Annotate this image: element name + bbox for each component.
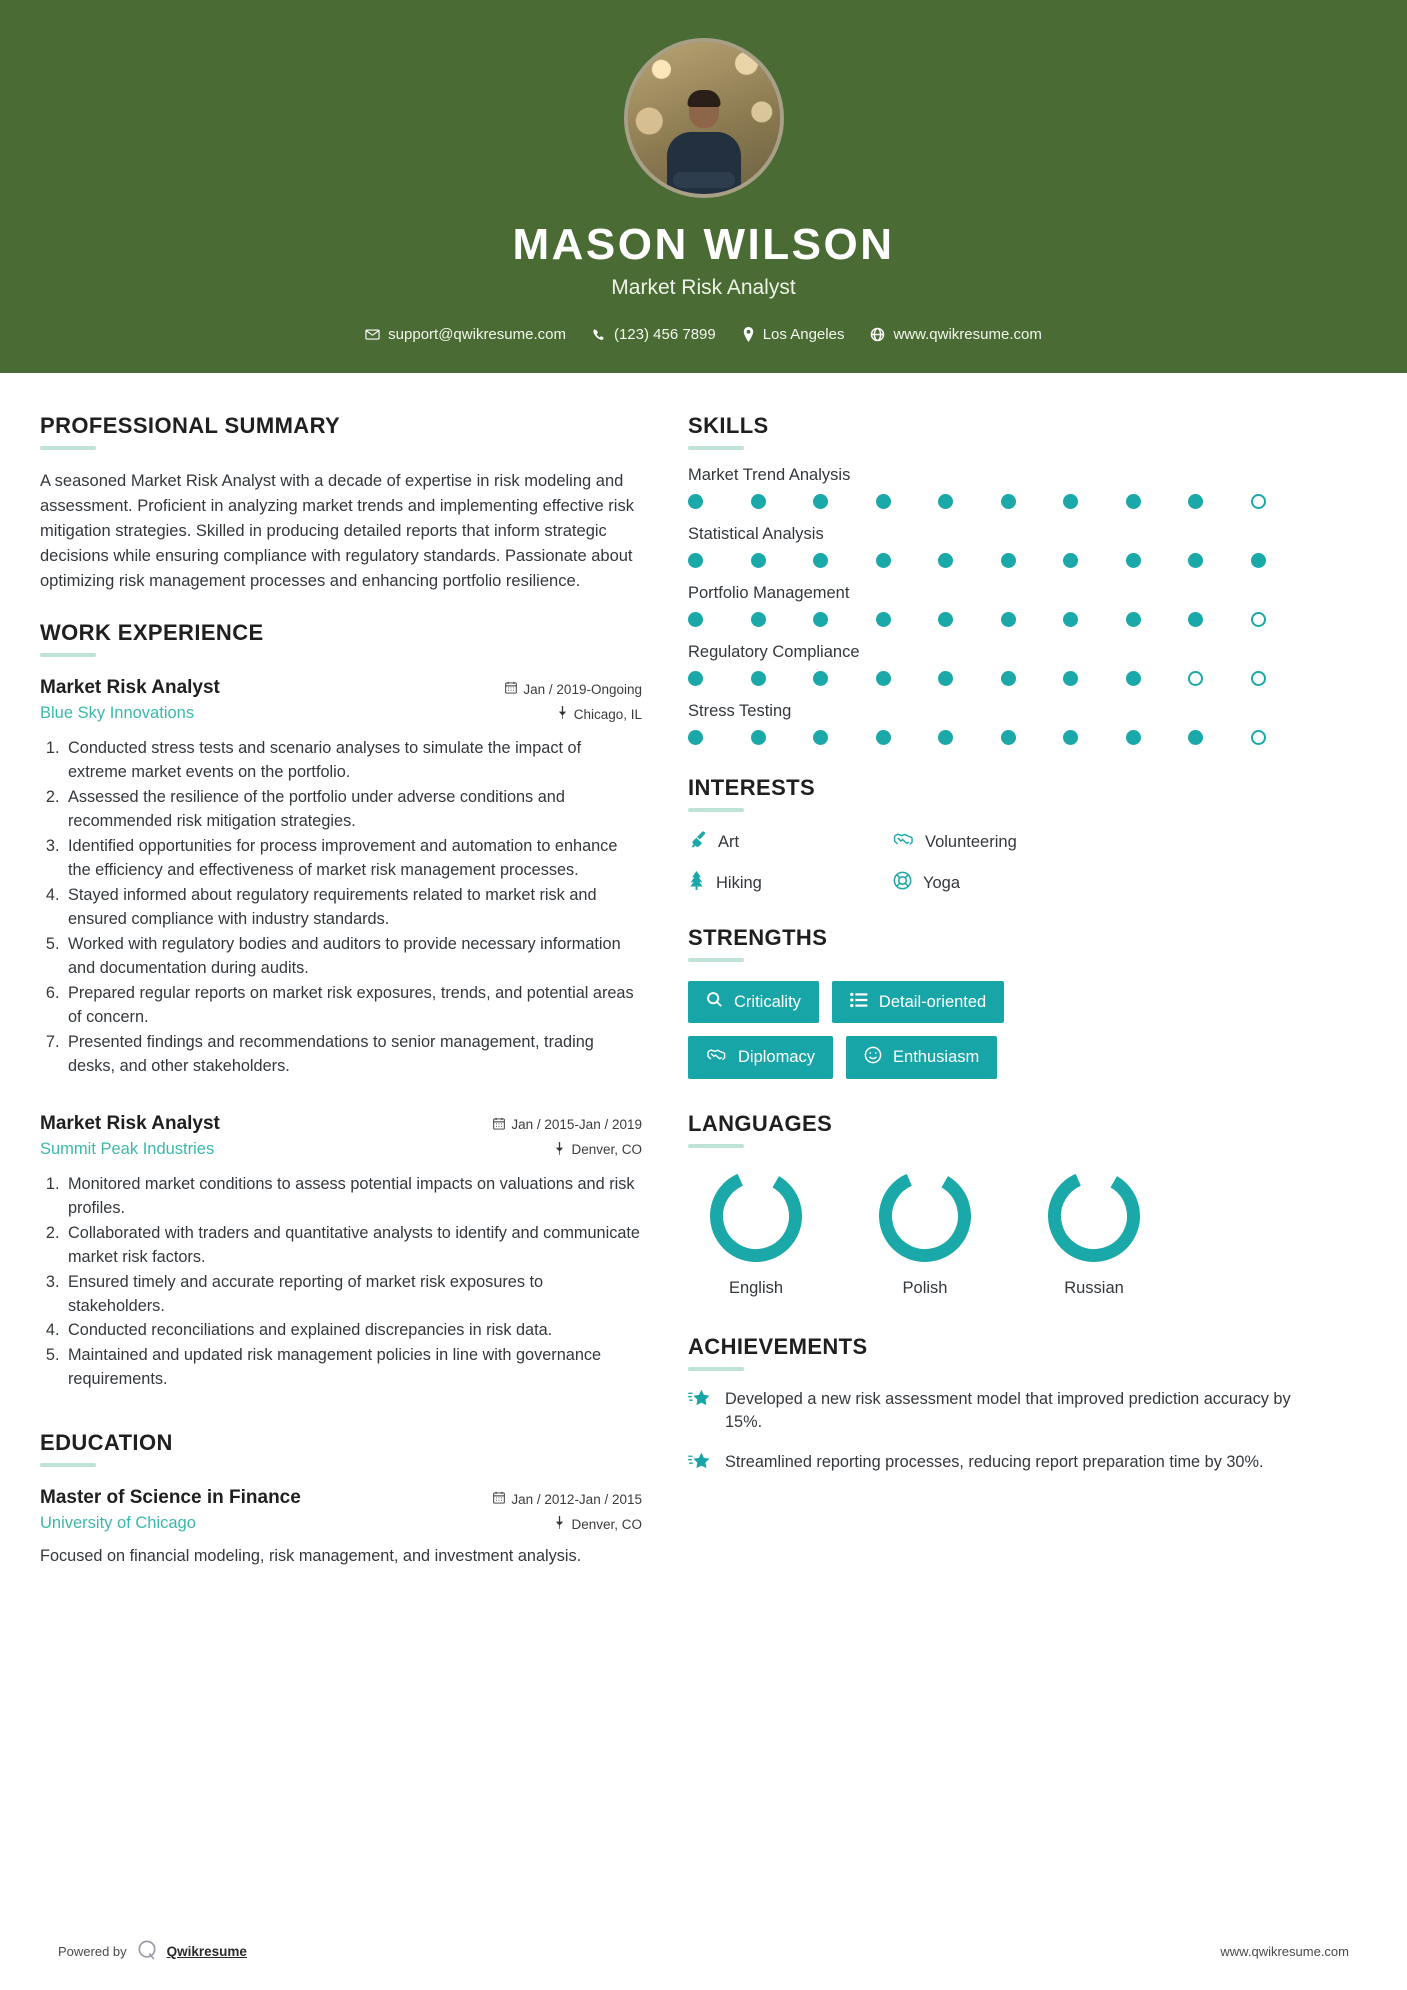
smiley-icon (864, 1046, 882, 1069)
interest-item (893, 871, 1313, 895)
degree-title: Master of Science in Finance (40, 1487, 301, 1509)
education-entry-header (40, 1487, 642, 1533)
job-date (493, 1117, 642, 1133)
skill-dot-filled (1001, 553, 1016, 568)
resume-header (0, 0, 1407, 373)
skill-item (688, 643, 1313, 686)
section-title: EDUCATION (40, 1430, 173, 1456)
job-bullet: 2. Collaborated with traders and quantitative analysts to identify and communicate market risk factors. (64, 1222, 642, 1270)
skill-dot-filled (876, 671, 891, 686)
skill-dot-empty (1251, 671, 1266, 686)
language-label: Russian (1064, 1279, 1124, 1297)
skill-dot-filled (1188, 730, 1203, 745)
interest-label: Art (718, 832, 740, 851)
strength-label: Enthusiasm (893, 1048, 980, 1066)
list-icon (850, 992, 868, 1013)
skill-dot-filled (938, 730, 953, 745)
company-name: Summit Peak Industries (40, 1139, 215, 1158)
job-date-text: Jan / 2015-Jan / 2019 (511, 1117, 642, 1133)
skill-dot-filled (876, 553, 891, 568)
skill-dot-empty (1188, 671, 1203, 686)
section-title: PROFESSIONAL SUMMARY (40, 413, 341, 438)
section-underline (40, 1463, 96, 1467)
left-column (40, 413, 642, 1595)
achievement-item (688, 1388, 1313, 1434)
interest-item (688, 871, 893, 895)
skill-dot-filled (751, 553, 766, 568)
tree-icon (688, 871, 705, 895)
paintbrush-icon (688, 830, 707, 854)
work-entry (40, 677, 642, 1078)
resume-body (0, 373, 1407, 1595)
education-entry-meta (493, 1487, 642, 1532)
globe-icon (870, 327, 885, 342)
lifebuoy-icon (893, 871, 912, 895)
job-bullet: 1. Monitored market conditions to assess potential impacts on valuations and risk profiles. (64, 1173, 642, 1221)
job-location-text: Chicago, IL (573, 706, 642, 722)
section-work-experience (40, 620, 642, 1392)
school-name: University of Chicago (40, 1514, 196, 1533)
contact-phone-text: (123) 456 7899 (613, 326, 716, 343)
job-bullets (64, 737, 642, 1078)
job-bullets (64, 1173, 642, 1393)
language-label: English (728, 1279, 784, 1297)
skill-item (688, 702, 1313, 745)
section-education (40, 1430, 642, 1569)
skill-dot-filled (938, 671, 953, 686)
achievement-text: Streamlined reporting processes, reducing report preparation time by 30%. (725, 1453, 1264, 1472)
skill-dot-filled (813, 612, 828, 627)
section-achievements (688, 1334, 1313, 1478)
mail-icon (365, 327, 380, 342)
language-progress-ring (710, 1170, 802, 1262)
section-title: STRENGTHS (688, 925, 828, 950)
skill-dot-filled (813, 671, 828, 686)
skill-dot-filled (813, 553, 828, 568)
skill-dot-filled (1001, 494, 1016, 509)
skill-dot-empty (1251, 494, 1266, 509)
skill-dot-filled (876, 612, 891, 627)
contact-location-text: Los Angeles (762, 326, 845, 343)
skill-dot-filled (938, 494, 953, 509)
section-underline (688, 958, 744, 962)
skill-dot-filled (1063, 553, 1078, 568)
right-column (688, 413, 1313, 1504)
interest-label: Volunteering (925, 832, 1017, 851)
skill-dot-filled (1126, 494, 1141, 509)
avatar (624, 38, 784, 198)
skill-dot-filled (1063, 730, 1078, 745)
contact-email-text: support@qwikresume.com (388, 326, 566, 343)
calendar-icon (493, 1117, 505, 1133)
calendar-icon (505, 681, 517, 697)
work-entry-meta (505, 677, 642, 722)
skill-dot-filled (751, 671, 766, 686)
achievement-text: Developed a new risk assessment model that improved prediction accuracy by 15%. (725, 1390, 1291, 1432)
skill-rating (688, 553, 1313, 568)
job-title: Market Risk Analyst (40, 677, 220, 699)
summary-text: A seasoned Market Risk Analyst with a decade of expertise in risk modeling and assessment. Proficient in analyzing market trends and implementing effective risk mitigation strategies. Skilled in producing detailed reports that inform strategic decisions while ensuring compliance with regulatory standards. Passionate about optimizing risk management processes and enhancing portfolio resilience. (40, 472, 634, 591)
job-role-subtitle: Market Risk Analyst (611, 276, 796, 299)
job-bullet: 4. Stayed informed about regulatory requirements related to market risk and ensured compliance with industry standards. (64, 884, 642, 932)
strength-label: Diplomacy (738, 1048, 816, 1066)
avatar-person (667, 90, 741, 194)
section-title: WORK EXPERIENCE (40, 620, 264, 646)
powered-by-label: Powered by (58, 1944, 127, 1959)
language-item (1038, 1170, 1150, 1298)
skill-dot-filled (1126, 553, 1141, 568)
section-underline (688, 1367, 744, 1371)
strength-chip (688, 981, 819, 1023)
skill-dot-filled (1126, 612, 1141, 627)
section-title: SKILLS (688, 413, 769, 438)
skill-label: Market Trend Analysis (688, 466, 851, 484)
calendar-icon (493, 1491, 505, 1507)
job-location (493, 1142, 642, 1158)
skill-rating (688, 730, 1313, 745)
section-underline (688, 446, 744, 450)
education-entry (40, 1487, 642, 1569)
job-bullet: 3. Identified opportunities for process improvement and automation to enhance the efficiency and effectiveness of market risk management processes. (64, 835, 642, 883)
skill-dot-filled (688, 612, 703, 627)
job-title: Market Risk Analyst (40, 1112, 220, 1134)
strength-chip (846, 1036, 997, 1079)
skill-item (688, 466, 1313, 509)
skill-dot-filled (1188, 494, 1203, 509)
star-icon (688, 1388, 711, 1415)
interest-item (893, 830, 1313, 854)
section-underline (40, 446, 96, 450)
contact-website[interactable] (870, 326, 1041, 343)
education-date-text: Jan / 2012-Jan / 2015 (511, 1491, 642, 1507)
skill-dot-filled (1063, 612, 1078, 627)
contact-website-text: www.qwikresume.com (893, 326, 1042, 343)
skill-dot-filled (1251, 553, 1266, 568)
language-label: Polish (902, 1279, 948, 1297)
page-footer (0, 1939, 1407, 1964)
job-bullet: 4. Conducted reconciliations and explained discrepancies in risk data. (64, 1319, 642, 1343)
contact-phone[interactable] (592, 326, 716, 343)
interest-label: Yoga (923, 873, 961, 892)
powered-by-block (58, 1939, 247, 1964)
skills-list (688, 466, 1313, 745)
skill-dot-empty (1251, 730, 1266, 745)
skill-dot-filled (876, 494, 891, 509)
job-date-text: Jan / 2019-Ongoing (523, 681, 642, 697)
skill-dot-filled (688, 671, 703, 686)
skill-dot-filled (1126, 730, 1141, 745)
section-underline (40, 653, 96, 657)
education-date (493, 1491, 642, 1507)
job-bullet: 2. Assessed the resilience of the portfolio under adverse conditions and recommended risk mitigation strategies. (64, 786, 642, 834)
section-title: INTERESTS (688, 775, 816, 800)
skill-dot-filled (1001, 730, 1016, 745)
contact-bar (0, 326, 1407, 343)
skill-label: Stress Testing (688, 702, 792, 720)
job-bullet: 1. Conducted stress tests and scenario analyses to simulate the impact of extreme market events on the portfolio. (64, 737, 642, 785)
section-languages (688, 1111, 1313, 1298)
skill-dot-filled (813, 730, 828, 745)
contact-email[interactable] (365, 326, 566, 343)
skill-rating (688, 671, 1313, 686)
section-title: LANGUAGES (688, 1111, 833, 1136)
skill-dot-filled (1063, 494, 1078, 509)
languages-list (688, 1170, 1313, 1298)
work-entry-header (40, 677, 642, 723)
strength-chip (832, 981, 1004, 1023)
skill-dot-filled (751, 494, 766, 509)
map-pin-icon (557, 706, 568, 722)
section-interests (688, 775, 1313, 895)
language-item (869, 1170, 981, 1298)
skill-dot-empty (1251, 612, 1266, 627)
skill-item (688, 525, 1313, 568)
star-icon (688, 1451, 711, 1478)
skill-dot-filled (876, 730, 891, 745)
job-bullet: 5. Maintained and updated risk management policies in line with governance requirements. (64, 1344, 642, 1392)
job-bullet: 3. Ensured timely and accurate reporting of market risk exposures to stakeholders. (64, 1271, 642, 1319)
strengths-chips (688, 981, 1088, 1079)
skill-label: Portfolio Management (688, 584, 850, 602)
section-strengths (688, 925, 1313, 1079)
skill-dot-filled (688, 494, 703, 509)
job-location (505, 706, 642, 722)
skill-dot-filled (1188, 553, 1203, 568)
skill-dot-filled (1126, 671, 1141, 686)
job-date (505, 681, 642, 697)
section-title: ACHIEVEMENTS (688, 1334, 868, 1359)
map-pin-icon (554, 1516, 565, 1532)
job-bullet: 6. Prepared regular reports on market risk exposures, trends, and potential areas of concern. (64, 982, 642, 1030)
skill-dot-filled (1188, 612, 1203, 627)
job-bullet: 5. Worked with regulatory bodies and auditors to provide necessary information and documentation during audits. (64, 933, 642, 981)
handshake-icon (706, 1046, 727, 1069)
skill-label: Regulatory Compliance (688, 643, 860, 661)
skill-dot-filled (688, 730, 703, 745)
qwikresume-link[interactable]: Qwikresume (166, 1944, 247, 1959)
work-entry (40, 1113, 642, 1393)
interest-label: Hiking (716, 873, 762, 892)
skill-label: Statistical Analysis (688, 525, 824, 543)
section-underline (688, 808, 744, 812)
skill-dot-filled (1001, 671, 1016, 686)
work-entry-meta (493, 1113, 642, 1158)
footer-website[interactable]: www.qwikresume.com (1220, 1944, 1349, 1959)
achievement-item (688, 1451, 1313, 1478)
skill-rating (688, 494, 1313, 509)
strength-label: Criticality (734, 992, 801, 1011)
job-bullet: 7. Presented findings and recommendations to senior management, trading desks, and other stakeholders. (64, 1031, 642, 1079)
interest-item (688, 830, 893, 854)
strength-chip (688, 1036, 833, 1079)
section-professional-summary (40, 413, 642, 594)
skill-dot-filled (1063, 671, 1078, 686)
work-entry-header (40, 1113, 642, 1159)
language-item (700, 1170, 812, 1298)
education-description: Focused on financial modeling, risk management, and investment analysis. (40, 1547, 582, 1566)
location-pin-icon (742, 327, 755, 342)
education-location-text: Denver, CO (571, 1516, 642, 1532)
skill-dot-filled (751, 612, 766, 627)
qwikresume-logo-icon (136, 1939, 158, 1964)
skill-dot-filled (688, 553, 703, 568)
handshake-icon (893, 830, 914, 854)
skill-dot-filled (938, 612, 953, 627)
education-location (493, 1516, 642, 1532)
job-location-text: Denver, CO (571, 1142, 642, 1158)
phone-icon (592, 328, 606, 342)
map-pin-icon (554, 1142, 565, 1158)
skill-dot-filled (751, 730, 766, 745)
strength-label: Detail-oriented (878, 992, 987, 1011)
search-icon (706, 991, 723, 1013)
skill-item (688, 584, 1313, 627)
section-underline (688, 1144, 744, 1148)
language-progress-ring (1048, 1170, 1140, 1262)
skill-dot-filled (813, 494, 828, 509)
skill-dot-filled (1001, 612, 1016, 627)
section-skills (688, 413, 1313, 745)
skill-rating (688, 612, 1313, 627)
page-title: MASON WILSON (512, 220, 895, 269)
interests-grid (688, 830, 1313, 895)
skill-dot-filled (938, 553, 953, 568)
language-progress-ring (879, 1170, 971, 1262)
contact-location (742, 326, 845, 343)
company-name: Blue Sky Innovations (40, 704, 195, 723)
